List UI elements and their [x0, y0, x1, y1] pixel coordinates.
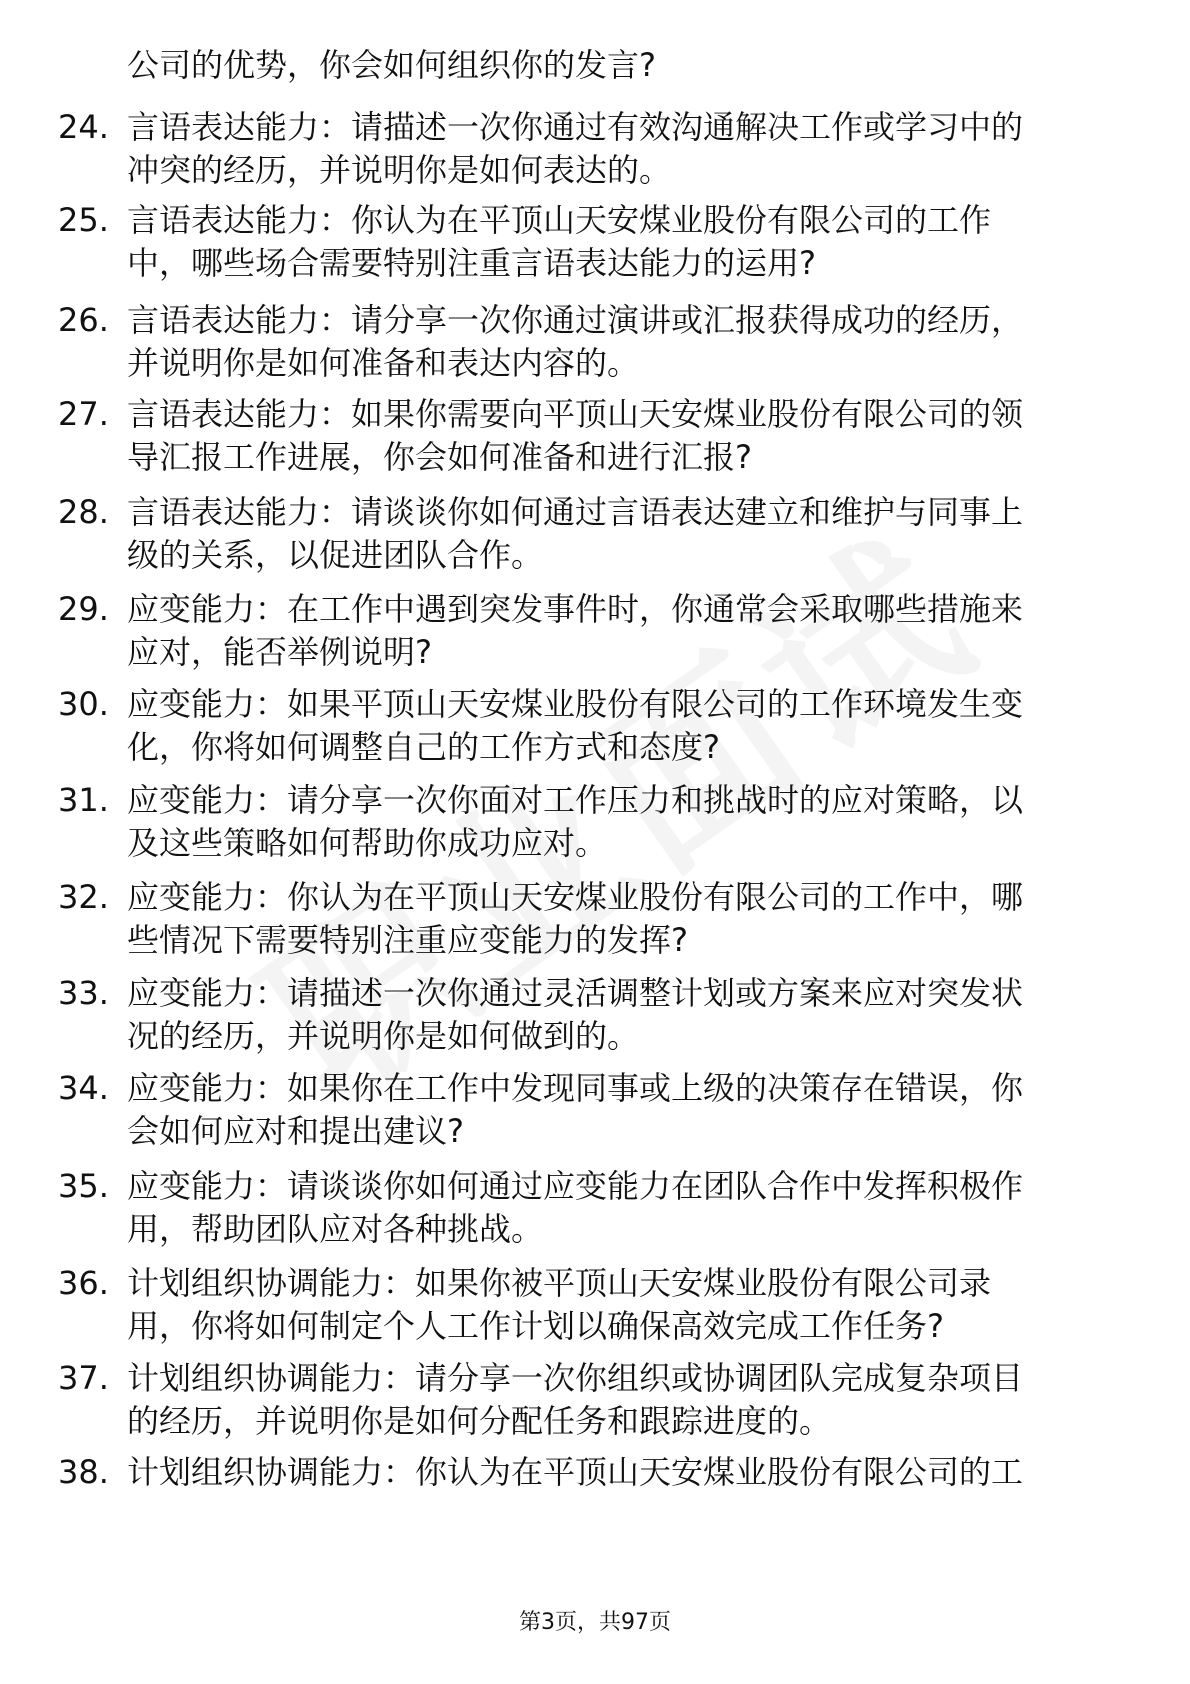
question-number: 27.: [58, 395, 109, 433]
question-number: 32.: [58, 878, 109, 916]
question-text: [127, 779, 1117, 865]
question-text: [127, 1165, 1117, 1251]
question-text: [127, 1357, 1117, 1443]
question-text: [127, 106, 1117, 192]
question-line: 些情况下需要特别注重应变能力的发挥?: [127, 921, 688, 959]
question-line: 及这些策略如何帮助你成功应对。: [127, 824, 608, 862]
question-text: [127, 972, 1117, 1058]
question-line: 况的经历，并说明你是如何做到的。: [127, 1017, 640, 1055]
question-number: 31.: [58, 781, 109, 819]
question-line: 应变能力：请分享一次你面对工作压力和挑战时的应对策略，以: [127, 781, 1024, 819]
question-number: 30.: [58, 685, 109, 723]
question-line: 言语表达能力：请分享一次你通过演讲或汇报获得成功的经历，: [127, 301, 1024, 339]
question-text: [127, 683, 1117, 769]
question-line: 应对，能否举例说明?: [127, 633, 432, 671]
continuation-line: 公司的优势，你会如何组织你的发言?: [127, 46, 656, 84]
question-text: [127, 393, 1117, 479]
question-number: 28.: [58, 493, 109, 531]
question-line: 用，帮助团队应对各种挑战。: [127, 1210, 544, 1248]
question-text: [127, 588, 1117, 674]
question-text: [127, 1262, 1117, 1348]
question-number: 24.: [58, 108, 109, 146]
question-line: 导汇报工作进展，你会如何准备和进行汇报?: [127, 438, 752, 476]
question-text: [127, 876, 1117, 962]
question-text: [127, 1451, 1117, 1494]
question-line: 应变能力：请谈谈你如何通过应变能力在团队合作中发挥积极作: [127, 1167, 1024, 1205]
question-line: 言语表达能力：你认为在平顶山天安煤业股份有限公司的工作: [127, 201, 992, 239]
question-number: 35.: [58, 1167, 109, 1205]
question-line: 冲突的经历，并说明你是如何表达的。: [127, 151, 672, 189]
question-line: 计划组织协调能力：如果你被平顶山天安煤业股份有限公司录: [127, 1264, 992, 1302]
question-number: 26.: [58, 301, 109, 339]
question-line: 用，你将如何制定个人工作计划以确保高效完成工作任务?: [127, 1307, 944, 1345]
question-line: 计划组织协调能力：请分享一次你组织或协调团队完成复杂项目: [127, 1359, 1024, 1397]
question-line: 会如何应对和提出建议?: [127, 1112, 464, 1150]
question-number: 29.: [58, 590, 109, 628]
question-line: 应变能力：请描述一次你通过灵活调整计划或方案来应对突发状: [127, 974, 1024, 1012]
question-line: 应变能力：在工作中遇到突发事件时，你通常会采取哪些措施来: [127, 590, 1024, 628]
question-number: 25.: [58, 201, 109, 239]
question-number: 37.: [58, 1359, 109, 1397]
question-line: 化，你将如何调整自己的工作方式和态度?: [127, 728, 720, 766]
question-number: 33.: [58, 974, 109, 1012]
question-line: 计划组织协调能力：你认为在平顶山天安煤业股份有限公司的工: [127, 1453, 1024, 1491]
question-line: 中，哪些场合需要特别注重言语表达能力的运用?: [127, 244, 816, 282]
question-text: [127, 299, 1117, 385]
question-line: 言语表达能力：请描述一次你通过有效沟通解决工作或学习中的: [127, 108, 1024, 146]
page-footer: 第3页，共97页: [519, 1610, 671, 1635]
question-line: 级的关系，以促进团队合作。: [127, 536, 544, 574]
question-text: [127, 199, 1117, 285]
question-line: 应变能力：如果平顶山天安煤业股份有限公司的工作环境发生变: [127, 685, 1024, 723]
question-text: [127, 491, 1117, 577]
question-line: 应变能力：你认为在平顶山天安煤业股份有限公司的工作中，哪: [127, 878, 1024, 916]
question-text: [127, 1067, 1117, 1153]
question-number: 34.: [58, 1069, 109, 1107]
question-number: 36.: [58, 1264, 109, 1302]
question-line: 并说明你是如何准备和表达内容的。: [127, 344, 640, 382]
question-number: 38.: [58, 1453, 109, 1491]
question-line: 言语表达能力：如果你需要向平顶山天安煤业股份有限公司的领: [127, 395, 1024, 433]
question-line: 应变能力：如果你在工作中发现同事或上级的决策存在错误，你: [127, 1069, 1024, 1107]
question-line: 言语表达能力：请谈谈你如何通过言语表达建立和维护与同事上: [127, 493, 1024, 531]
question-line: 的经历，并说明你是如何分配任务和跟踪进度的。: [127, 1402, 832, 1440]
